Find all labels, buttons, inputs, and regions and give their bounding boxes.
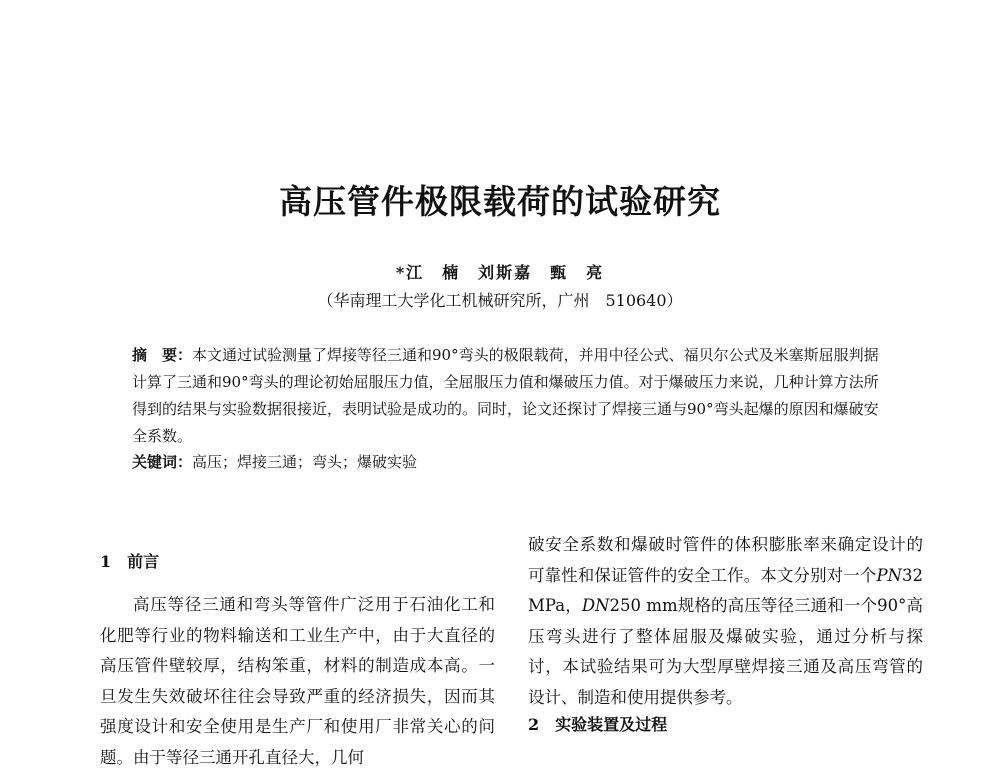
keywords [132, 451, 892, 472]
pn-symbol: PN [876, 565, 902, 585]
pn-value: 32 MPa， [528, 565, 923, 615]
affiliation: （华南理工大学化工机械研究所，广州 510640） [317, 291, 683, 310]
abstract [132, 342, 892, 450]
abstract-text: 本文通过试验测量了焊接等径三通和90°弯头的极限载荷，并用中径公式、福贝尔公式及米塞斯屈服判据计算了三通和90°弯头的理论初始屈服压力值，全屈服压力值和爆破压力值。对于爆破压力来说，几种计算方法所得到的结果与实验数据很接近，表明试验是成功的。同时，论文还探讨了焊接三通与90°弯头起爆的原因和爆破安全系数。 [132, 346, 879, 445]
right-para-end: 250 mm规格的高压等径三通和一个90°高压弯头进行了整体屈服及爆破实验，通过分析与探讨，本试验结果可为大型厚壁焊接三通及高压弯管的设计、制造和使用提供参考。 [528, 596, 923, 707]
dn-symbol: DN [581, 596, 610, 615]
section-2-heading: 2 实验装置及过程 [528, 715, 668, 734]
keywords-label: 关键词： [132, 453, 193, 471]
section-1-heading: 1 前言 [100, 552, 160, 571]
right-column-paragraph [528, 530, 923, 713]
right-para-start: 破安全系数和爆破时管件的体积膨胀率来确定设计的可靠性和保证管件的安全工作。本文分别对一个 [528, 535, 923, 585]
author-list: *江 楠 刘斯嘉 甄 亮 [395, 263, 605, 282]
keywords-text: 高压；焊接三通；弯头；爆破实验 [192, 453, 418, 471]
abstract-label: 摘 要： [132, 346, 193, 364]
section-1-paragraph: 高压等径三通和弯头等管件广泛用于石油化工和化肥等行业的物料输送和工业生产中，由于大直径的高压管件壁较厚，结构笨重，材料的制造成本高。一旦发生失效破坏往往会导致严重的经济损失，因而其强度设计和安全使用是生产厂和使用厂非常关心的问题。由于等径三通开孔直径大，几何 [100, 595, 495, 767]
paper-title: 高压管件极限载荷的试验研究 [279, 182, 721, 221]
